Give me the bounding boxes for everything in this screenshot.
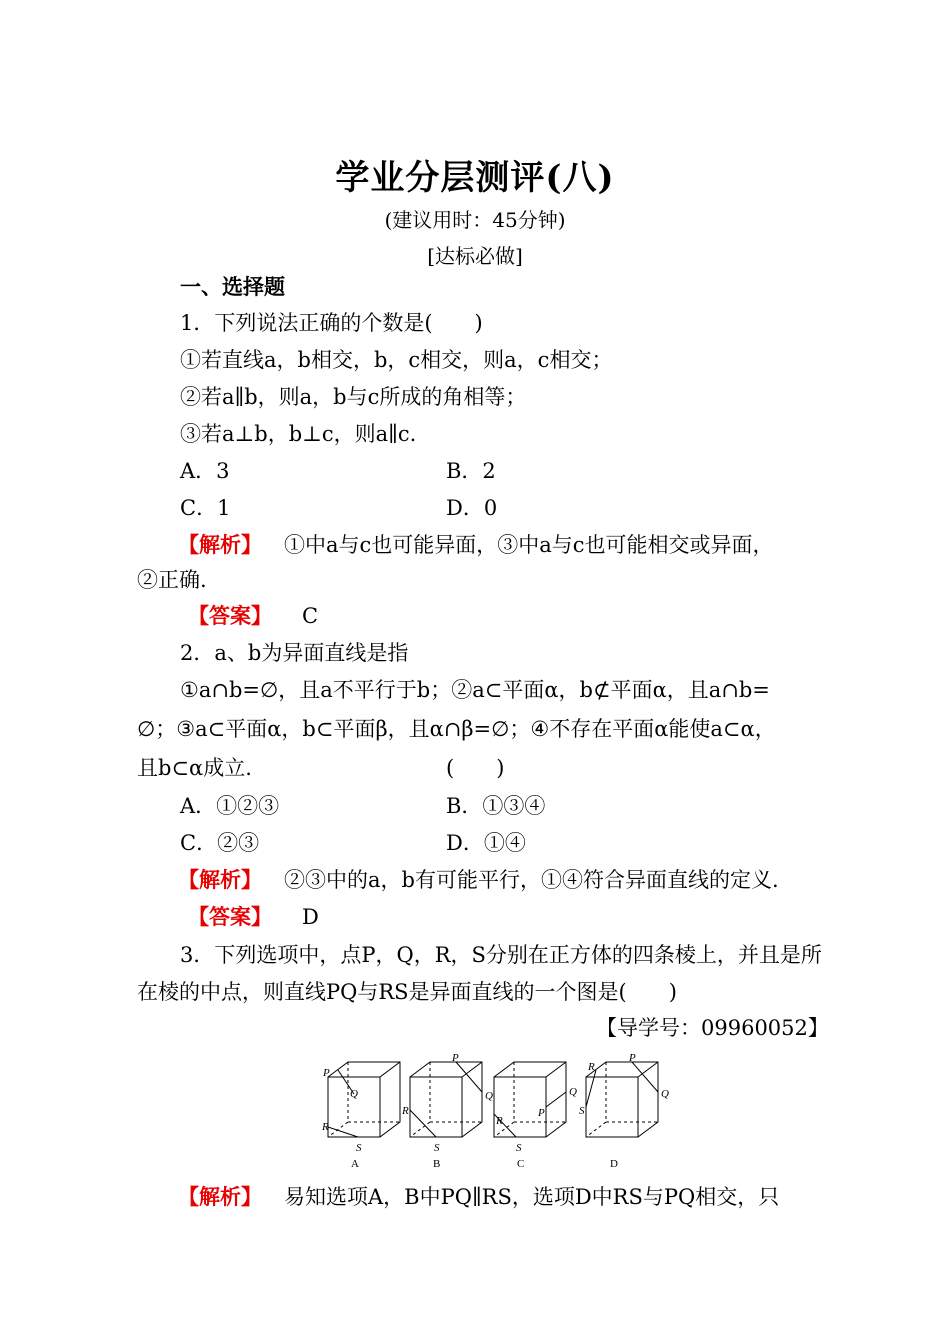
label-s-b: S xyxy=(434,1142,440,1154)
label-s-a: S xyxy=(356,1142,362,1154)
q1-answer xyxy=(188,601,318,631)
label-q-c: Q xyxy=(569,1086,577,1098)
q2-answer xyxy=(188,902,319,932)
q3-analysis xyxy=(178,1182,779,1212)
subtitle: (建议用时：45分钟) xyxy=(384,208,566,232)
label-r-d: R xyxy=(588,1061,595,1073)
caption-d: D xyxy=(610,1158,618,1170)
q2-option-a: A．①②③ xyxy=(180,794,280,818)
q1-analysis-text: ①中a与c也可能异面，③中a与c也可能相交或异面， xyxy=(284,533,774,557)
q3-line-2: 在棱的中点，则直线PQ与RS是异面直线的一个图是( ) xyxy=(137,980,677,1004)
q2-paren: ( ) xyxy=(446,756,505,780)
q1-statement-3: ③若a⊥b，b⊥c，则a∥c. xyxy=(180,422,417,446)
q1-option-a: A．3 xyxy=(180,459,230,483)
caption-b: B xyxy=(433,1158,441,1170)
label-s-d: S xyxy=(579,1105,585,1117)
label-q-d: Q xyxy=(661,1088,669,1100)
q2-answer-value: D xyxy=(302,905,319,929)
label-r-a: R xyxy=(322,1121,329,1133)
label-p-c: P xyxy=(538,1107,545,1119)
cube-c xyxy=(494,1062,566,1137)
q2-line-2: ∅；③a⊂平面α，b⊂平面β，且α∩β=∅；④不存在平面α能使a⊂α， xyxy=(137,717,776,741)
page-title: 学业分层测评(八) xyxy=(335,158,615,198)
label-r-c: R xyxy=(496,1115,503,1127)
caption-a: A xyxy=(351,1158,359,1170)
cube-figure xyxy=(318,1052,678,1177)
q1-analysis-cont: ②正确. xyxy=(137,568,207,592)
caption-c: C xyxy=(517,1158,525,1170)
label-p-b: P xyxy=(452,1052,459,1064)
label-s-c: S xyxy=(516,1142,522,1154)
label-q-a: Q xyxy=(350,1088,358,1100)
q1-statement-1: ①若直线a，b相交，b，c相交，则a，c相交； xyxy=(180,348,613,372)
label-r-b: R xyxy=(402,1105,409,1117)
q2-option-b: B．①③④ xyxy=(446,794,546,818)
q2-option-c: C．②③ xyxy=(180,831,260,855)
q1-statement-2: ②若a∥b，则a，b与c所成的角相等； xyxy=(180,385,527,409)
q1-option-d: D．0 xyxy=(446,496,498,520)
analysis-tag: 【解析】 xyxy=(178,532,262,557)
answer-tag: 【答案】 xyxy=(188,904,272,929)
q1-answer-value: C xyxy=(302,604,319,628)
analysis-tag: 【解析】 xyxy=(178,867,262,892)
q2-analysis-text: ②③中的a，b有可能平行，①④符合异面直线的定义. xyxy=(284,868,779,892)
cube-d xyxy=(586,1062,658,1137)
q2-line-3: 且b⊂α成立. xyxy=(137,756,252,780)
q2-stem: 2．a、b为异面直线是指 xyxy=(180,641,409,665)
section-heading: 一、选择题 xyxy=(180,274,285,299)
q2-line-1: ①a∩b=∅，且a不平行于b；②a⊂平面α，b⊄平面α，且a∩b= xyxy=(180,678,770,702)
cube-b xyxy=(410,1062,482,1137)
q1-analysis xyxy=(178,530,774,560)
q2-option-d: D．①④ xyxy=(446,831,526,855)
answer-tag: 【答案】 xyxy=(188,603,272,628)
label-p-d: P xyxy=(629,1052,636,1064)
q1-option-b: B．2 xyxy=(446,459,496,483)
q3-analysis-text: 易知选项A，B中PQ∥RS，选项D中RS与PQ相交，只 xyxy=(284,1185,780,1209)
level-heading: [达标必做] xyxy=(427,244,523,268)
analysis-tag: 【解析】 xyxy=(178,1184,262,1209)
label-p-a: P xyxy=(323,1067,330,1079)
q3-line-1: 3．下列选项中，点P，Q，R，S分别在正方体的四条棱上，并且是所 xyxy=(180,943,822,967)
q3-reference: 【导学号：09960052】 xyxy=(596,1016,829,1040)
q1-option-c: C．1 xyxy=(180,496,231,520)
q2-analysis xyxy=(178,865,779,895)
label-q-b: Q xyxy=(485,1090,493,1102)
q1-stem: 1．下列说法正确的个数是( ) xyxy=(180,311,483,335)
cube-a xyxy=(328,1062,400,1137)
